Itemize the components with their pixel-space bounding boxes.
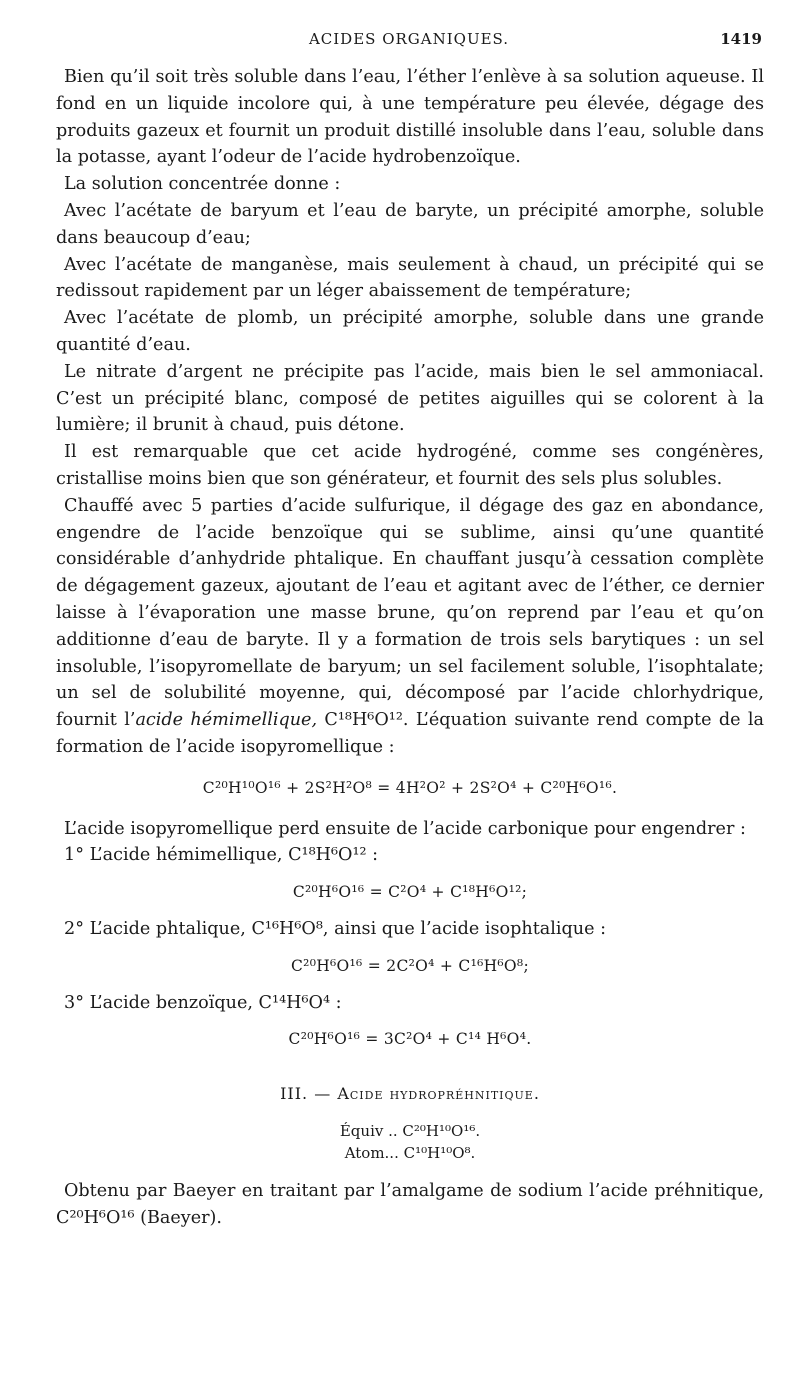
- atom-line: Atom... C¹⁰H¹⁰O⁸.: [344, 1143, 476, 1162]
- section-number: III. —: [280, 1084, 332, 1104]
- hemimellic-formula: C¹⁸H⁶O¹².: [324, 710, 409, 731]
- page-header: [56, 30, 762, 60]
- equation: C²⁰H⁶O¹⁶ = 2C²O⁴ + C¹⁶H⁶O⁸;: [291, 956, 529, 975]
- list-item: 2° L’acide phtalique, C¹⁶H⁶O⁸, ainsi que l’acide isophtalique :: [64, 918, 607, 939]
- section-heading: [56, 1081, 764, 1108]
- paragraph: [56, 493, 764, 761]
- paragraph: Bien qu’il soit très soluble dans l’eau, l’éther l’enlève à sa solution aqueuse. Il fond en un liquide incolore qui, à une température peu élevée, dégage des produits gazeux et fournit un produit distillé insoluble dans l’eau, soluble dans la potasse, ayant l’odeur de l’acide hydrobenzoïque.: [56, 67, 764, 168]
- running-title: ACIDES ORGANIQUES.: [308, 30, 510, 48]
- paragraph-text: Chauffé avec 5 parties d’acide sulfurique, il dégage des gaz en abondance, engendre de l’acide benzoïque qui se sublime, ainsi qu’une quantité considérable d’anhydride phtalique. En chauffant jusqu’à cessation complète de dégagement gazeux, ajoutant de l’eau et agitant avec de l’éther, ce dernier laisse à l’évaporation une masse brune, qu’on reprend par l’eau et qu’on additionne d’eau de baryte. Il y a formation de trois sels barytiques : un sel insoluble, l’isopyromellate de baryum; un sel facilement soluble, l’isophtalate; un sel de solubilité moyenne, qui, décomposé par l’acide chlorhydrique, fournit l’: [56, 495, 764, 731]
- paragraph: Avec l’acétate de manganèse, mais seulement à chaud, un précipité qui se redissout rapidement par un léger abaissement de température;: [56, 254, 764, 302]
- paragraph-text: L’équation suivante rend compte de la formation de l’acide isopyromellique :: [56, 710, 764, 757]
- paragraph: La solution concentrée donne :: [64, 174, 341, 195]
- paragraph: Avec l’acétate de baryum et l’eau de baryte, un précipité amorphe, soluble dans beaucoup d’eau;: [56, 200, 764, 248]
- equation: C²⁰H¹⁰O¹⁶ + 2S²H²O⁸ = 4H²O² + 2S²O⁴ + C²⁰H⁶O¹⁶.: [202, 778, 618, 797]
- hemimellic-acid-name: acide hémimellique,: [135, 710, 318, 731]
- section-title: Acide hydropréhnitique.: [337, 1084, 540, 1104]
- paragraph: Il est remarquable que cet acide hydrogéné, comme ses congénères, cristallise moins bien que son générateur, et fournit des sels plus solubles.: [56, 442, 764, 489]
- paragraph: Obtenu par Baeyer en traitant par l’amalgame de sodium l’acide préhnitique, C²⁰H⁶O¹⁶ (Baeyer).: [56, 1180, 764, 1228]
- page-body: [56, 64, 764, 1231]
- list-item: 1° L’acide hémimellique, C¹⁸H⁶O¹² :: [64, 845, 379, 866]
- page-number: 1419: [720, 30, 762, 48]
- paragraph: Avec l’acétate de plomb, un précipité amorphe, soluble dans une grande quantité d’eau.: [56, 308, 764, 355]
- paragraph: L’acide isopyromellique perd ensuite de l’acide carbonique pour engendrer :: [64, 818, 746, 839]
- equivalent-formulas: [56, 1120, 764, 1164]
- equiv-line: Équiv .. C²⁰H¹⁰O¹⁶.: [339, 1121, 481, 1140]
- paragraph: Le nitrate d’argent ne précipite pas l’acide, mais bien le sel ammoniacal. C’est un précipité blanc, composé de petites aiguilles qui se colorent à la lumière; il brunit à chaud, puis détone.: [56, 361, 764, 436]
- equation: C²⁰H⁶O¹⁶ = 3C²O⁴ + C¹⁴ H⁶O⁴.: [288, 1030, 532, 1049]
- list-item: 3° L’acide benzoïque, C¹⁴H⁶O⁴ :: [64, 992, 342, 1013]
- equation: C²⁰H⁶O¹⁶ = C²O⁴ + C¹⁸H⁶O¹²;: [292, 883, 528, 902]
